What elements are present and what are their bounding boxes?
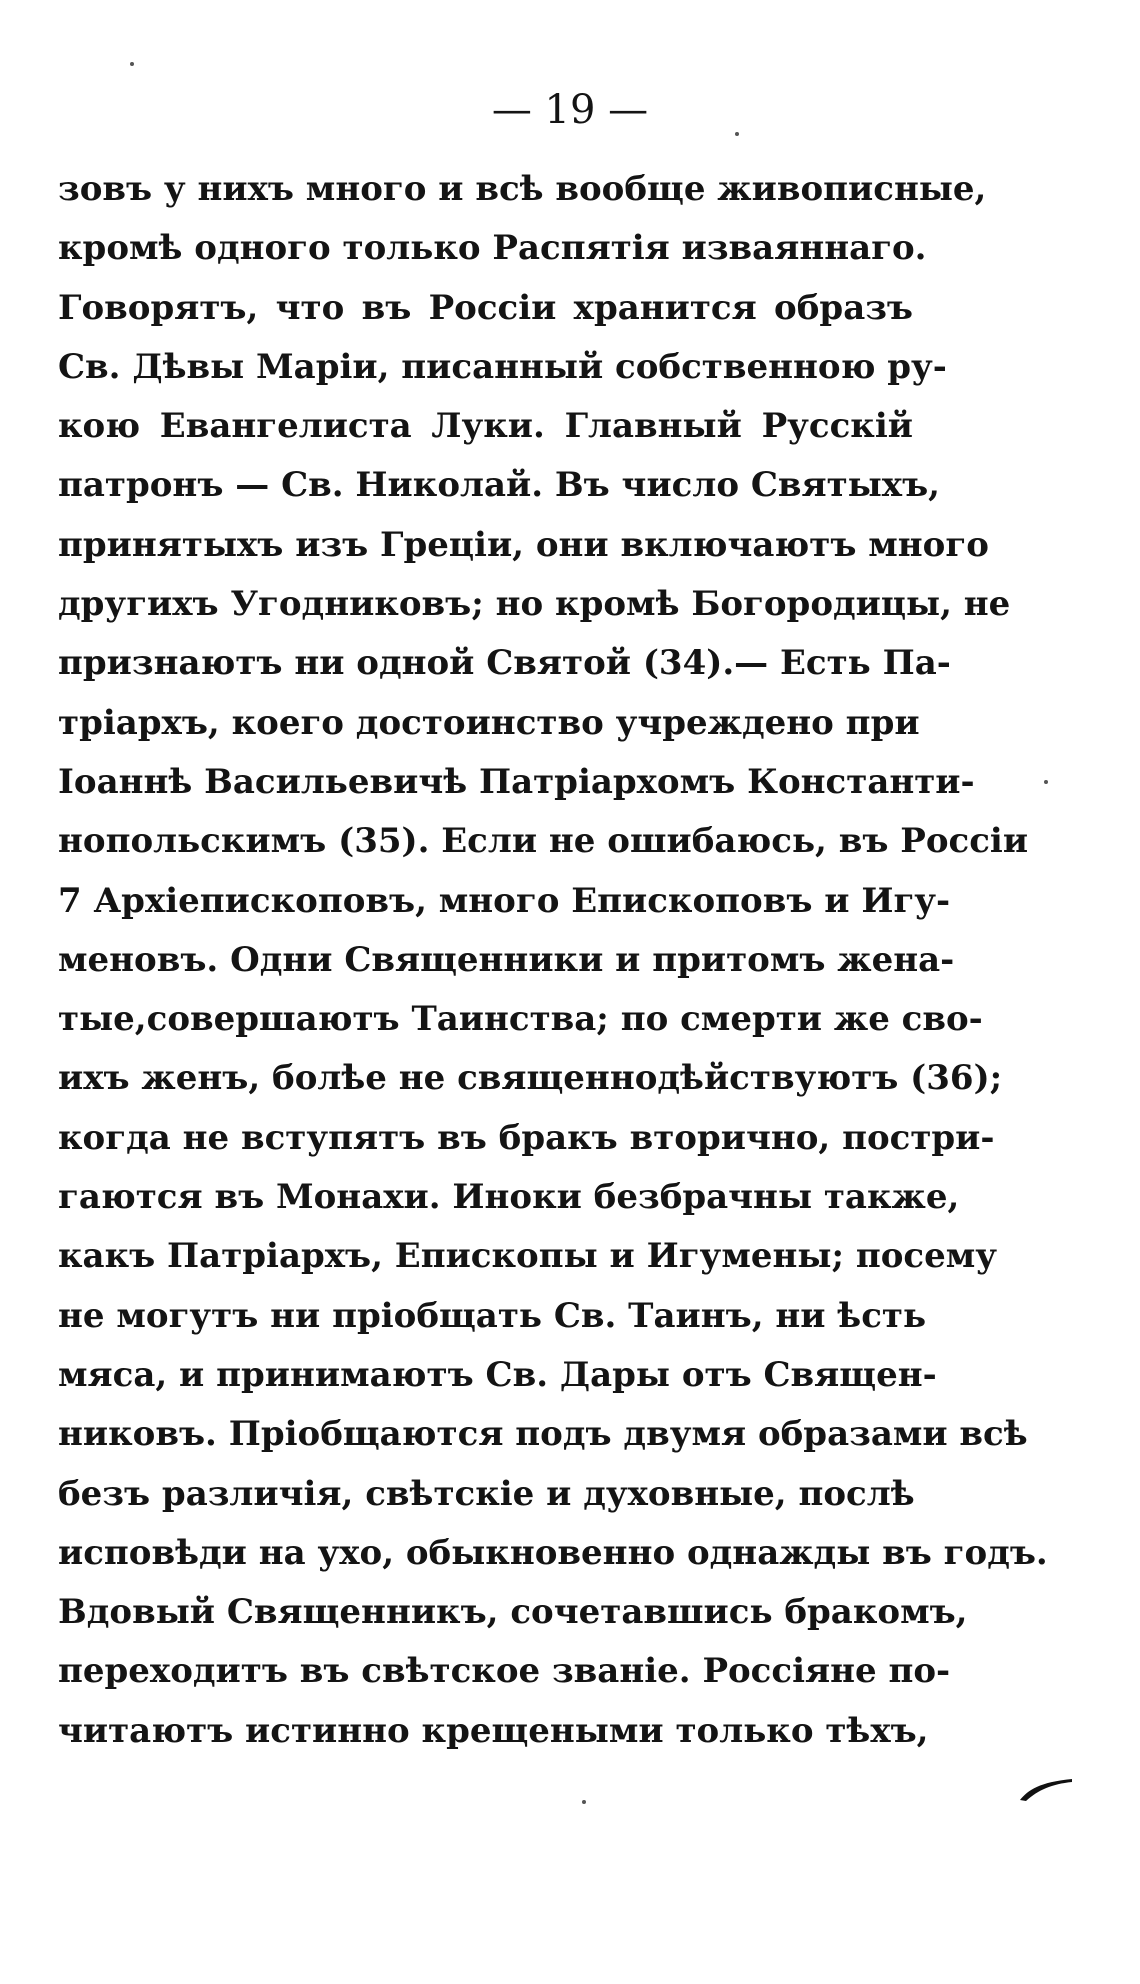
text-line: патронъ — Св. Николай. Въ число Святыхъ, xyxy=(58,465,940,506)
text-line: меновъ. Одни Священники и притомъ жена- xyxy=(58,939,955,980)
text-line: никовъ. Пріобщаются подъ двумя образами всѣ xyxy=(58,1414,1028,1455)
ink-flourish-mark xyxy=(1018,1776,1074,1802)
text-line: не могутъ ни пріобщать Св. Таинъ, ни ѣсть xyxy=(58,1295,927,1336)
paper-speck xyxy=(582,1800,586,1804)
page-number-header: — 19 — xyxy=(491,87,649,133)
text-line: зовъ у нихъ много и всѣ вообще живописные, xyxy=(58,169,987,209)
paper-speck xyxy=(1044,780,1048,784)
text-line: Говорятъ, что въ Россіи хранится образъ xyxy=(58,287,913,328)
text-line: мяса, и принимаютъ Св. Дары отъ Священ- xyxy=(58,1354,937,1395)
text-line: кою Евангелиста Луки. Главный Русскій xyxy=(58,406,913,447)
text-line: другихъ Угодниковъ; но кромѣ Богородицы, не xyxy=(58,584,1011,625)
text-line: исповѣди на ухо, обыкновенно однажды въ годъ. xyxy=(58,1532,1048,1573)
text-line: переходитъ въ свѣтское званіе. Россіяне по- xyxy=(58,1651,951,1692)
text-line: безъ различія, свѣтскіе и духовные, послѣ xyxy=(58,1473,915,1514)
text-line: тые,совершаютъ Таинства; по смерти же сво- xyxy=(58,999,983,1040)
text-line: Іоаннѣ Васильевичѣ Патріархомъ Константи- xyxy=(58,761,975,802)
text-line: когда не вступятъ въ бракъ вторично, постри- xyxy=(58,1117,995,1158)
text-line: 7 Архіепископовъ, много Епископовъ и Игу- xyxy=(58,880,951,921)
text-line: признаютъ ни одной Святой (34).— Есть Па- xyxy=(58,643,951,684)
text-line: тріархъ, коего достоинство учреждено при xyxy=(58,702,920,743)
text-line: ихъ женъ, болѣе не священнодѣйствуютъ (36); xyxy=(58,1058,1003,1099)
text-line: Вдовый Священникъ, сочетавшись бракомъ, xyxy=(58,1592,968,1633)
text-line: читаютъ истинно крещеными только тѣхъ, xyxy=(58,1710,929,1751)
text-line: кромѣ одного только Распятія изваяннаго. xyxy=(58,228,927,269)
paper-speck xyxy=(130,62,134,66)
text-line: принятыхъ изъ Греціи, они включаютъ много xyxy=(58,524,989,565)
text-line: Св. Дѣвы Маріи, писанный собственною ру- xyxy=(58,346,947,387)
text-line: гаются въ Монахи. Иноки безбрачны также, xyxy=(58,1177,960,1218)
paper-speck xyxy=(735,132,739,136)
text-line: какъ Патріархъ, Епископы и Игумены; посему xyxy=(58,1236,998,1277)
body-text xyxy=(58,160,1048,1761)
text-line: нопольскимъ (35). Если не ошибаюсь, въ Россіи xyxy=(58,821,1029,862)
